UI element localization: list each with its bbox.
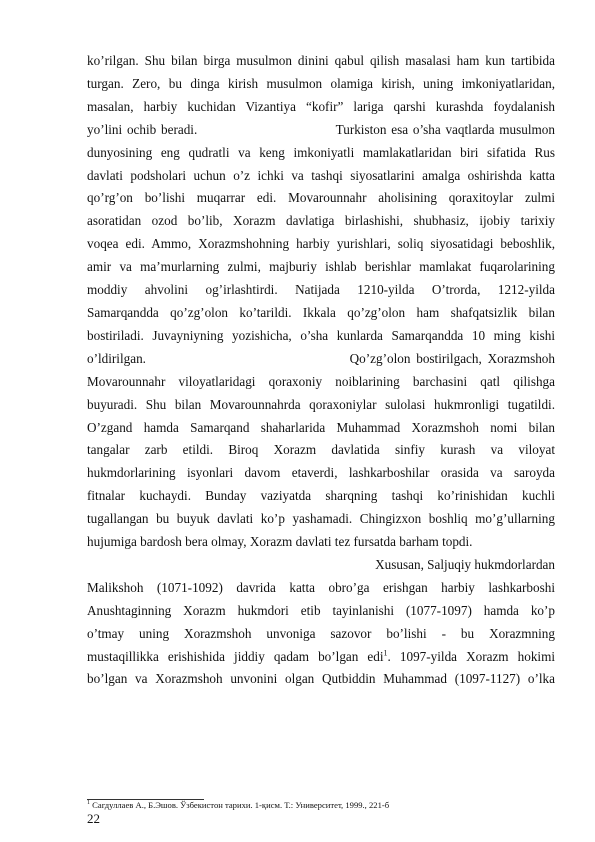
text-line: dunyosining eng qudratli va keng imkoniyatli mamlakatlaridan biri sifatida Rus xyxy=(87,144,555,160)
text-line: Malikshoh (1071-1092) davrida katta obro’ga erishgan harbiy lashkarboshi xyxy=(87,579,555,595)
text-line: Xususan, Saljuqiy hukmdorlardan xyxy=(375,556,555,572)
text-line: buyuradi. Shu bilan Movarounnahrda qoraxoniylar sulolasi hukmronligi tugatildi. xyxy=(87,396,555,412)
text-line: turgan. Zero, bu dinga kirish musulmon olamiga kirish, uning imkoniyatlaridan, xyxy=(87,75,555,91)
text-line: tugallangan bu buyuk davlati ko’p yashamadi. Chingizxon boshliq mo’g’ullarning xyxy=(87,511,555,527)
text-line: moddiy ahvolini og’irlashtirdi. Natijada 1210-yilda O’trorda, 1212-yilda xyxy=(87,282,555,298)
text-line-with-footnote xyxy=(87,646,555,669)
text-segment: mustaqillikka erishishida jiddiy qadam bo’lgan edi xyxy=(87,648,384,664)
text-line: voqea edi. Ammo, Xorazmshohning harbiy yurishlari, soliq siyosatidagi beboshlik, xyxy=(87,236,555,252)
text-line: qo’rg’on bo’lishi muqarrar edi. Movarounnahr aholisining qoraxitoylar zulmi xyxy=(87,190,555,206)
text-line: Movarounnahr viloyatlaridagi qoraxoniy noiblarining barchasini qatl qilishga xyxy=(87,373,555,389)
text-line: hukmdorlarining isyonlari davom etaverdi, lashkarboshilar orasida va saroyda xyxy=(87,465,555,481)
footnote-reference[interactable]: 1 xyxy=(383,648,388,658)
text-line: tangalar zarb etildi. Biroq Xorazm davlatida sinfiy kurash va viloyat xyxy=(87,442,555,458)
text-line: bostiriladi. Juvayniyning yozishicha, o’sha kunlarda Samarqandda 10 ming kishi xyxy=(87,327,555,343)
text-line: bo’lgan va Xorazmshoh unvonini olgan Qutbiddin Muhammad (1097-1127) o’lka xyxy=(87,671,555,687)
text-line: o’tmay uning Xorazmshoh unvoniga sazovor bo’lishi - bu Xorazmning xyxy=(87,625,555,641)
body-text xyxy=(87,50,555,691)
text-line: masalan, harbiy kuchidan Vizantiya “kofir” lariga qarshi kurashda foydalanish xyxy=(87,98,555,114)
footnote xyxy=(87,800,557,811)
text-line: amir va ma’murlarning zulmi, majburiy ishlab berishlar mamlakat fuqarolarining xyxy=(87,259,555,275)
text-line: o’ldirilgan. Qo’zg’olon bostirilgach, Xorazmshoh xyxy=(87,350,555,366)
text-line: Anushtaginning Xorazm hukmdori etib tayinlanishi (1077-1097) hamda ko’p xyxy=(87,602,555,618)
footnote-marker: 1 xyxy=(87,800,90,807)
text-segment: . 1097-yilda Xorazm hokimi xyxy=(387,648,555,664)
text-line: yo’lini ochib beradi. Turkiston esa o’sha vaqtlarda musulmon xyxy=(87,121,555,137)
text-line: ko’rilgan. Shu bilan birga musulmon dinini qabul qilish masalasi ham kun tartibida xyxy=(87,53,555,68)
text-line: davlati podsholari uchun o’z ichki va tashqi siyosatlarini amalga oshirishda katta xyxy=(87,167,555,183)
text-line: fitnalar kuchaydi. Bunday vaziyatda sharqning tashqi ko’rinishidan kuchli xyxy=(87,488,555,504)
footnote-text: Сагдуллаев А., Б.Эшов. Ўзбекистон тарихи. 1-қисм. Т.: Университет, 1999., 221-б xyxy=(90,800,390,810)
text-line: hujumiga bardosh bera olmay, Xorazm davlati tez fursatda barham topdi. xyxy=(87,534,473,550)
page-number: 22 xyxy=(87,811,100,826)
text-line: Samarqandda qo’zg’olon ko’tarildi. Ikkala qo’zg’olon ham shafqatsizlik bilan xyxy=(87,304,555,320)
text-line: asoratidan ozod bo’lib, Xorazm davlatiga birlashishi, shubhasiz, ijobiy tarixiy xyxy=(87,213,555,229)
text-line: O’zgand hamda Samarqand shaharlarida Muhammad Xorazmshoh nomi bilan xyxy=(87,419,555,435)
